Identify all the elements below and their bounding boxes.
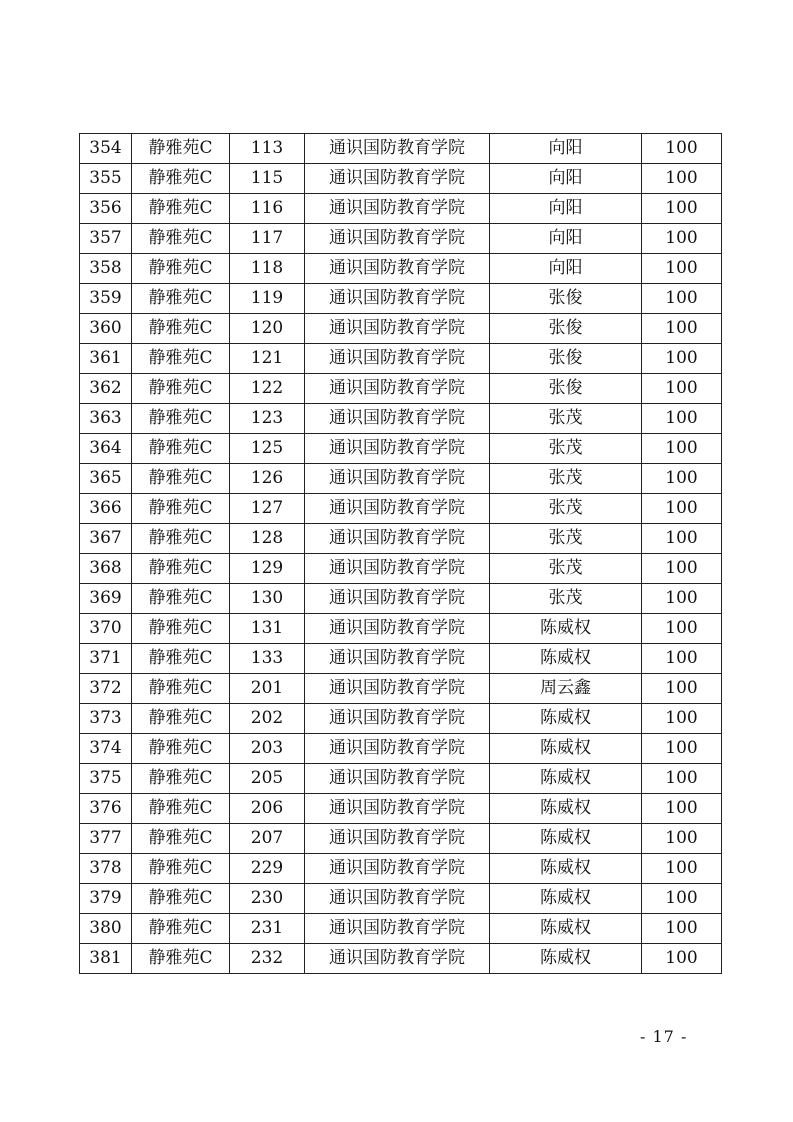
room-number-cell: 206 bbox=[230, 794, 305, 824]
score-cell: 100 bbox=[642, 674, 722, 704]
building-cell: 静雅苑C bbox=[132, 854, 230, 884]
table-body bbox=[80, 134, 722, 974]
college-cell: 通识国防教育学院 bbox=[305, 134, 490, 164]
room-number-cell: 131 bbox=[230, 614, 305, 644]
score-cell: 100 bbox=[642, 614, 722, 644]
building-cell: 静雅苑C bbox=[132, 434, 230, 464]
score-cell: 100 bbox=[642, 734, 722, 764]
responsible-person-cell: 向阳 bbox=[490, 254, 642, 284]
row-number-cell: 366 bbox=[80, 494, 132, 524]
building-cell: 静雅苑C bbox=[132, 554, 230, 584]
room-number-cell: 119 bbox=[230, 284, 305, 314]
responsible-person-cell: 陈威权 bbox=[490, 734, 642, 764]
score-cell: 100 bbox=[642, 404, 722, 434]
building-cell: 静雅苑C bbox=[132, 584, 230, 614]
row-number-cell: 356 bbox=[80, 194, 132, 224]
table-row bbox=[80, 914, 722, 944]
responsible-person-cell: 张茂 bbox=[490, 524, 642, 554]
building-cell: 静雅苑C bbox=[132, 254, 230, 284]
responsible-person-cell: 陈威权 bbox=[490, 914, 642, 944]
table-row bbox=[80, 674, 722, 704]
building-cell: 静雅苑C bbox=[132, 734, 230, 764]
responsible-person-cell: 张茂 bbox=[490, 554, 642, 584]
room-number-cell: 127 bbox=[230, 494, 305, 524]
building-cell: 静雅苑C bbox=[132, 764, 230, 794]
room-number-cell: 229 bbox=[230, 854, 305, 884]
responsible-person-cell: 向阳 bbox=[490, 194, 642, 224]
college-cell: 通识国防教育学院 bbox=[305, 854, 490, 884]
room-number-cell: 128 bbox=[230, 524, 305, 554]
score-cell: 100 bbox=[642, 344, 722, 374]
room-number-cell: 230 bbox=[230, 884, 305, 914]
score-cell: 100 bbox=[642, 464, 722, 494]
table-row bbox=[80, 404, 722, 434]
building-cell: 静雅苑C bbox=[132, 704, 230, 734]
room-number-cell: 115 bbox=[230, 164, 305, 194]
college-cell: 通识国防教育学院 bbox=[305, 254, 490, 284]
building-cell: 静雅苑C bbox=[132, 794, 230, 824]
row-number-cell: 377 bbox=[80, 824, 132, 854]
room-number-cell: 125 bbox=[230, 434, 305, 464]
responsible-person-cell: 张俊 bbox=[490, 374, 642, 404]
score-cell: 100 bbox=[642, 194, 722, 224]
room-number-cell: 126 bbox=[230, 464, 305, 494]
college-cell: 通识国防教育学院 bbox=[305, 884, 490, 914]
responsible-person-cell: 张茂 bbox=[490, 464, 642, 494]
building-cell: 静雅苑C bbox=[132, 224, 230, 254]
score-cell: 100 bbox=[642, 854, 722, 884]
table-row bbox=[80, 254, 722, 284]
room-number-cell: 205 bbox=[230, 764, 305, 794]
college-cell: 通识国防教育学院 bbox=[305, 584, 490, 614]
score-cell: 100 bbox=[642, 944, 722, 974]
table-row bbox=[80, 134, 722, 164]
room-number-cell: 232 bbox=[230, 944, 305, 974]
table-row bbox=[80, 854, 722, 884]
row-number-cell: 374 bbox=[80, 734, 132, 764]
building-cell: 静雅苑C bbox=[132, 134, 230, 164]
college-cell: 通识国防教育学院 bbox=[305, 224, 490, 254]
responsible-person-cell: 张茂 bbox=[490, 434, 642, 464]
building-cell: 静雅苑C bbox=[132, 644, 230, 674]
responsible-person-cell: 向阳 bbox=[490, 134, 642, 164]
score-cell: 100 bbox=[642, 794, 722, 824]
room-number-cell: 117 bbox=[230, 224, 305, 254]
page-number: - 17 - bbox=[640, 1027, 688, 1046]
row-number-cell: 361 bbox=[80, 344, 132, 374]
building-cell: 静雅苑C bbox=[132, 674, 230, 704]
row-number-cell: 373 bbox=[80, 704, 132, 734]
room-number-cell: 113 bbox=[230, 134, 305, 164]
college-cell: 通识国防教育学院 bbox=[305, 194, 490, 224]
room-number-cell: 202 bbox=[230, 704, 305, 734]
score-cell: 100 bbox=[642, 164, 722, 194]
building-cell: 静雅苑C bbox=[132, 194, 230, 224]
score-cell: 100 bbox=[642, 524, 722, 554]
score-cell: 100 bbox=[642, 644, 722, 674]
table-row bbox=[80, 584, 722, 614]
room-number-cell: 207 bbox=[230, 824, 305, 854]
responsible-person-cell: 陈威权 bbox=[490, 884, 642, 914]
row-number-cell: 367 bbox=[80, 524, 132, 554]
table-row bbox=[80, 884, 722, 914]
building-cell: 静雅苑C bbox=[132, 464, 230, 494]
row-number-cell: 380 bbox=[80, 914, 132, 944]
responsible-person-cell: 张茂 bbox=[490, 494, 642, 524]
score-cell: 100 bbox=[642, 374, 722, 404]
row-number-cell: 364 bbox=[80, 434, 132, 464]
college-cell: 通识国防教育学院 bbox=[305, 524, 490, 554]
row-number-cell: 363 bbox=[80, 404, 132, 434]
table-row bbox=[80, 224, 722, 254]
responsible-person-cell: 陈威权 bbox=[490, 854, 642, 884]
table-row bbox=[80, 464, 722, 494]
building-cell: 静雅苑C bbox=[132, 914, 230, 944]
row-number-cell: 379 bbox=[80, 884, 132, 914]
college-cell: 通识国防教育学院 bbox=[305, 734, 490, 764]
building-cell: 静雅苑C bbox=[132, 494, 230, 524]
table-row bbox=[80, 644, 722, 674]
college-cell: 通识国防教育学院 bbox=[305, 404, 490, 434]
score-cell: 100 bbox=[642, 224, 722, 254]
room-number-cell: 129 bbox=[230, 554, 305, 584]
college-cell: 通识国防教育学院 bbox=[305, 914, 490, 944]
college-cell: 通识国防教育学院 bbox=[305, 374, 490, 404]
room-number-cell: 231 bbox=[230, 914, 305, 944]
college-cell: 通识国防教育学院 bbox=[305, 944, 490, 974]
responsible-person-cell: 陈威权 bbox=[490, 764, 642, 794]
room-number-cell: 201 bbox=[230, 674, 305, 704]
building-cell: 静雅苑C bbox=[132, 374, 230, 404]
room-number-cell: 116 bbox=[230, 194, 305, 224]
score-cell: 100 bbox=[642, 134, 722, 164]
score-cell: 100 bbox=[642, 494, 722, 524]
table-row bbox=[80, 554, 722, 584]
score-cell: 100 bbox=[642, 434, 722, 464]
score-cell: 100 bbox=[642, 554, 722, 584]
college-cell: 通识国防教育学院 bbox=[305, 344, 490, 374]
score-cell: 100 bbox=[642, 704, 722, 734]
building-cell: 静雅苑C bbox=[132, 404, 230, 434]
college-cell: 通识国防教育学院 bbox=[305, 164, 490, 194]
room-number-cell: 121 bbox=[230, 344, 305, 374]
row-number-cell: 375 bbox=[80, 764, 132, 794]
row-number-cell: 368 bbox=[80, 554, 132, 584]
score-cell: 100 bbox=[642, 254, 722, 284]
responsible-person-cell: 向阳 bbox=[490, 164, 642, 194]
table-row bbox=[80, 764, 722, 794]
room-number-cell: 133 bbox=[230, 644, 305, 674]
college-cell: 通识国防教育学院 bbox=[305, 704, 490, 734]
row-number-cell: 365 bbox=[80, 464, 132, 494]
row-number-cell: 362 bbox=[80, 374, 132, 404]
college-cell: 通识国防教育学院 bbox=[305, 494, 490, 524]
responsible-person-cell: 陈威权 bbox=[490, 944, 642, 974]
table-row bbox=[80, 164, 722, 194]
score-cell: 100 bbox=[642, 764, 722, 794]
score-cell: 100 bbox=[642, 584, 722, 614]
table-row bbox=[80, 794, 722, 824]
building-cell: 静雅苑C bbox=[132, 884, 230, 914]
row-number-cell: 357 bbox=[80, 224, 132, 254]
table-row bbox=[80, 344, 722, 374]
college-cell: 通识国防教育学院 bbox=[305, 554, 490, 584]
table-row bbox=[80, 194, 722, 224]
row-number-cell: 359 bbox=[80, 284, 132, 314]
row-number-cell: 376 bbox=[80, 794, 132, 824]
responsible-person-cell: 陈威权 bbox=[490, 794, 642, 824]
college-cell: 通识国防教育学院 bbox=[305, 824, 490, 854]
table-row bbox=[80, 374, 722, 404]
room-number-cell: 130 bbox=[230, 584, 305, 614]
responsible-person-cell: 陈威权 bbox=[490, 704, 642, 734]
table-row bbox=[80, 734, 722, 764]
score-cell: 100 bbox=[642, 314, 722, 344]
row-number-cell: 369 bbox=[80, 584, 132, 614]
row-number-cell: 360 bbox=[80, 314, 132, 344]
table-row bbox=[80, 824, 722, 854]
responsible-person-cell: 张茂 bbox=[490, 404, 642, 434]
responsible-person-cell: 周云鑫 bbox=[490, 674, 642, 704]
row-number-cell: 371 bbox=[80, 644, 132, 674]
college-cell: 通识国防教育学院 bbox=[305, 794, 490, 824]
college-cell: 通识国防教育学院 bbox=[305, 284, 490, 314]
room-number-cell: 203 bbox=[230, 734, 305, 764]
building-cell: 静雅苑C bbox=[132, 164, 230, 194]
responsible-person-cell: 张俊 bbox=[490, 314, 642, 344]
responsible-person-cell: 向阳 bbox=[490, 224, 642, 254]
score-cell: 100 bbox=[642, 914, 722, 944]
row-number-cell: 355 bbox=[80, 164, 132, 194]
building-cell: 静雅苑C bbox=[132, 614, 230, 644]
row-number-cell: 372 bbox=[80, 674, 132, 704]
row-number-cell: 358 bbox=[80, 254, 132, 284]
college-cell: 通识国防教育学院 bbox=[305, 764, 490, 794]
college-cell: 通识国防教育学院 bbox=[305, 614, 490, 644]
college-cell: 通识国防教育学院 bbox=[305, 314, 490, 344]
score-cell: 100 bbox=[642, 884, 722, 914]
building-cell: 静雅苑C bbox=[132, 314, 230, 344]
responsible-person-cell: 张俊 bbox=[490, 344, 642, 374]
table-row bbox=[80, 704, 722, 734]
building-cell: 静雅苑C bbox=[132, 284, 230, 314]
room-number-cell: 118 bbox=[230, 254, 305, 284]
table-row bbox=[80, 524, 722, 554]
room-number-cell: 120 bbox=[230, 314, 305, 344]
building-cell: 静雅苑C bbox=[132, 344, 230, 374]
score-cell: 100 bbox=[642, 824, 722, 854]
room-number-cell: 123 bbox=[230, 404, 305, 434]
responsible-person-cell: 陈威权 bbox=[490, 614, 642, 644]
score-cell: 100 bbox=[642, 284, 722, 314]
dormitory-score-table bbox=[79, 133, 722, 974]
row-number-cell: 354 bbox=[80, 134, 132, 164]
college-cell: 通识国防教育学院 bbox=[305, 464, 490, 494]
college-cell: 通识国防教育学院 bbox=[305, 434, 490, 464]
responsible-person-cell: 陈威权 bbox=[490, 644, 642, 674]
table-row bbox=[80, 314, 722, 344]
college-cell: 通识国防教育学院 bbox=[305, 644, 490, 674]
college-cell: 通识国防教育学院 bbox=[305, 674, 490, 704]
responsible-person-cell: 张茂 bbox=[490, 584, 642, 614]
table-row bbox=[80, 614, 722, 644]
row-number-cell: 370 bbox=[80, 614, 132, 644]
table-row bbox=[80, 434, 722, 464]
row-number-cell: 378 bbox=[80, 854, 132, 884]
row-number-cell: 381 bbox=[80, 944, 132, 974]
table-row bbox=[80, 284, 722, 314]
table-row bbox=[80, 494, 722, 524]
responsible-person-cell: 张俊 bbox=[490, 284, 642, 314]
table-row bbox=[80, 944, 722, 974]
responsible-person-cell: 陈威权 bbox=[490, 824, 642, 854]
building-cell: 静雅苑C bbox=[132, 944, 230, 974]
building-cell: 静雅苑C bbox=[132, 824, 230, 854]
room-number-cell: 122 bbox=[230, 374, 305, 404]
building-cell: 静雅苑C bbox=[132, 524, 230, 554]
